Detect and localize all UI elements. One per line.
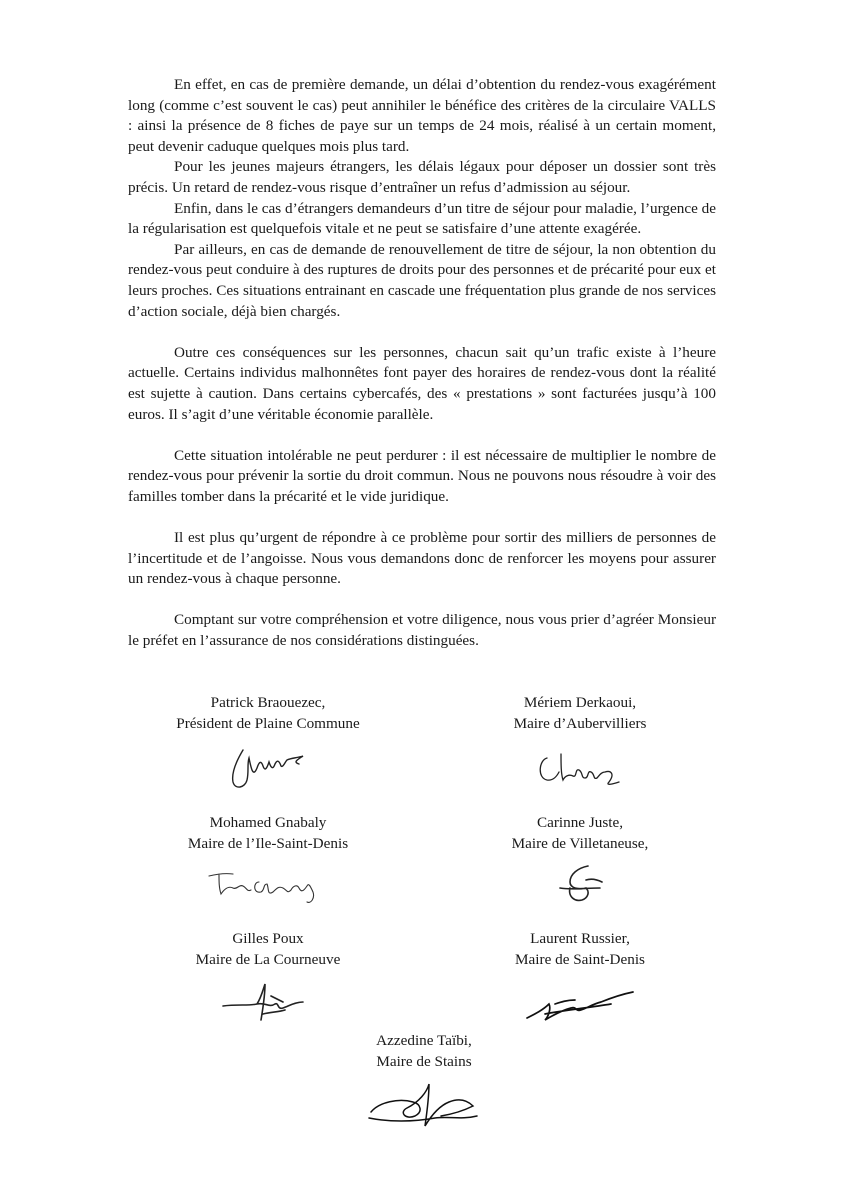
signatory-russier bbox=[430, 928, 730, 1030]
handwritten-signature bbox=[515, 974, 645, 1030]
handwritten-signature bbox=[525, 738, 635, 798]
letter-body bbox=[128, 75, 716, 652]
signatory-role: Maire de Saint-Denis bbox=[515, 951, 645, 968]
signatory-name: Carinne Juste, bbox=[536, 814, 624, 831]
signatory-juste bbox=[430, 812, 730, 910]
paragraph: Outre ces conséquences sur les personnes, chacun sait qu’un trafic existe à l’heure actuelle. Certains individus malhonnêtes font payer des horaires de rendez-vous dont la réalité est sujette à caution. Dans certains cybercafés, des « prestations » sont facturées jusqu’à 100 euros. Il s’agit d’une véritable économie parallèle. bbox=[128, 343, 716, 423]
signatory-name: Azzedine Taïbi, bbox=[376, 1032, 472, 1049]
paragraph: En effet, en cas de première demande, un délai d’obtention du rendez-vous exagérément long (comme c’est souvent le cas) peut annihiler le bénéfice des critères de la circulaire VALLS : ainsi la présence de 8 fiches de paye sur un temps de 24 mois, réalisé à un certain moment, peut devenir caduque quelques mois plus tard. bbox=[128, 76, 716, 155]
handwritten-signature bbox=[349, 1076, 499, 1138]
handwritten-signature bbox=[203, 858, 333, 908]
paragraph: Comptant sur votre compréhension et votre diligence, nous vous prier d’agréer Monsieur le préfet en l’assurance de nos considérations distinguées. bbox=[128, 611, 716, 650]
signatory-name: Gilles Poux bbox=[232, 930, 304, 947]
signatory-role: Maire de Stains bbox=[376, 1053, 472, 1070]
signatory-role: Président de Plaine Commune bbox=[176, 715, 360, 732]
handwritten-signature bbox=[213, 974, 323, 1030]
signatory-derkaoui bbox=[430, 692, 730, 798]
signatory-name: Patrick Braouezec, bbox=[210, 694, 326, 711]
signatory-poux bbox=[118, 928, 418, 1030]
signatory-role: Maire de l’Ile-Saint-Denis bbox=[187, 835, 349, 852]
signatory-gnabaly bbox=[118, 812, 418, 908]
paragraph: Cette situation intolérable ne peut perdurer : il est nécessaire de multiplier le nombre de rendez-vous pour prévenir la sortie du droit commun. Nous ne pouvons nous résoudre à voir des familles tomber dans la précarité et le vide juridique. bbox=[128, 446, 716, 505]
signatory-taibi bbox=[274, 1030, 574, 1138]
signatory-braouezec bbox=[118, 692, 418, 798]
signatory-name: Mériem Derkaoui, bbox=[523, 694, 637, 711]
signatory-name: Mohamed Gnabaly bbox=[209, 814, 327, 831]
paragraph: Il est plus qu’urgent de répondre à ce problème pour sortir des milliers de personnes de l’incertitude et de l’angoisse. Nous vous demandons donc de renforcer les moyens pour assurer un rendez-vous à chaque personne. bbox=[128, 529, 716, 588]
signatory-role: Maire de La Courneuve bbox=[195, 951, 341, 968]
paragraph: Par ailleurs, en cas de demande de renouvellement de titre de séjour, la non obtention du rendez-vous peut conduire à des ruptures de droits pour des personnes et de précarité pour eux et leurs proches. Ces situations entrainant en cascade une fréquentation plus grande de nos services d’action sociale, déjà bien chargés. bbox=[128, 240, 716, 320]
handwritten-signature bbox=[213, 738, 323, 798]
paragraph: Pour les jeunes majeurs étrangers, les délais légaux pour déposer un dossier sont très précis. Un retard de rendez-vous risque d’entraîner un refus d’admission au séjour. bbox=[128, 158, 716, 196]
signatory-role: Maire d’Aubervilliers bbox=[513, 715, 647, 732]
signatory-role: Maire de Villetaneuse, bbox=[511, 835, 649, 852]
signatory-name: Laurent Russier, bbox=[530, 930, 630, 947]
paragraph: Enfin, dans le cas d’étrangers demandeurs d’un titre de séjour pour maladie, l’urgence de la régularisation est quelquefois vitale et ne peut se satisfaire d’une attente exagérée. bbox=[128, 199, 716, 238]
handwritten-signature bbox=[530, 858, 630, 910]
